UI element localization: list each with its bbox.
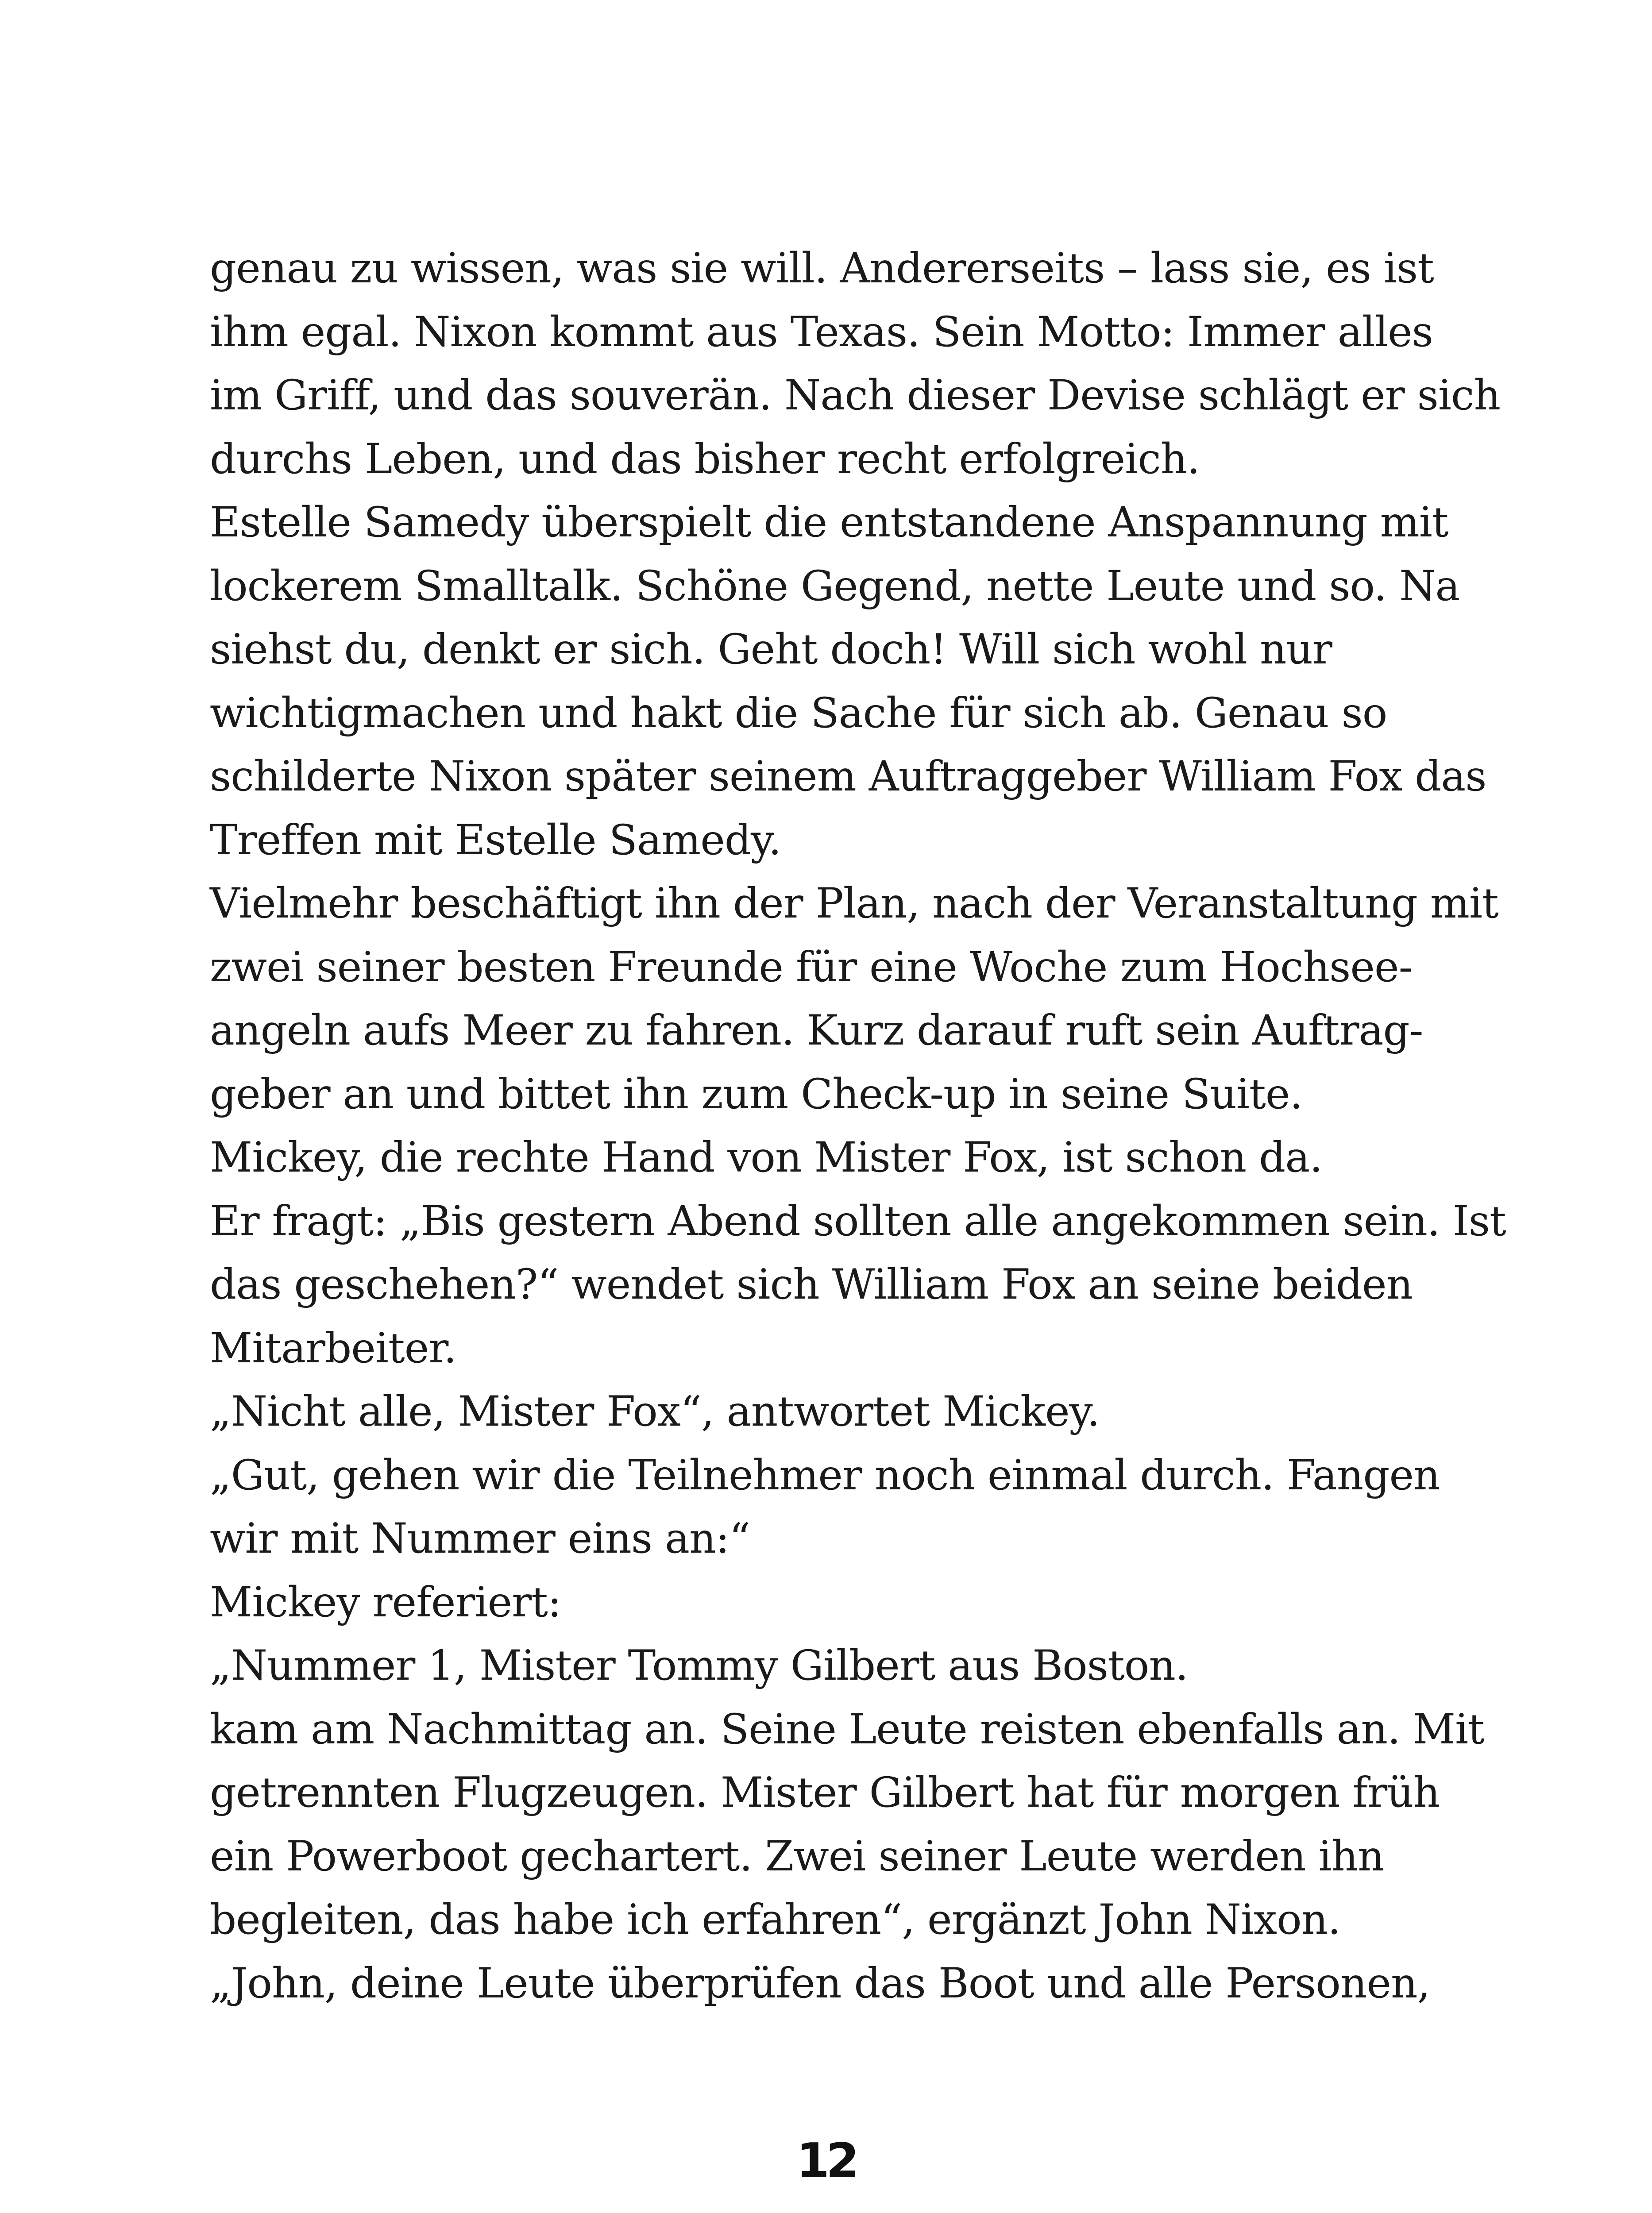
page-number: 12 [796, 2133, 856, 2189]
text-line: ihm egal. Nixon kommt aus Texas. Sein Motto: Immer alles [210, 308, 1433, 356]
text-line: „John, deine Leute überprüfen das Boot und alle Personen, [210, 1959, 1430, 2008]
text-line: Mitarbeiter. [210, 1324, 456, 1373]
text-line: durchs Leben, und das bisher recht erfolgreich. [210, 435, 1200, 483]
text-line: das geschehen?“ wendet sich William Fox an seine beiden [210, 1261, 1413, 1309]
text-line: ein Powerboot gechartert. Zwei seiner Leute werden ihn [210, 1832, 1384, 1881]
body-text [210, 237, 1538, 2015]
text-line: kam am Nachmittag an. Seine Leute reisten ebenfalls an. Mit [210, 1705, 1484, 1754]
text-line: „Gut, gehen wir die Teilnehmer noch einmal durch. Fangen [210, 1451, 1440, 1500]
text-line: Mickey referiert: [210, 1578, 561, 1627]
text-line: Mickey, die rechte Hand von Mister Fox, ist schon da. [210, 1133, 1323, 1182]
text-line: im Griff, und das souverän. Nach dieser Devise schlägt er sich [210, 371, 1501, 420]
text-line: Estelle Samedy überspielt die entstandene Anspannung mit [210, 498, 1448, 547]
text-line: begleiten, das habe ich erfahren“, ergänzt John Nixon. [210, 1896, 1341, 1944]
text-line: schilderte Nixon später seinem Auftraggeber William Fox das [210, 752, 1486, 801]
text-line: lockerem Smalltalk. Schöne Gegend, nette Leute und so. Na [210, 562, 1460, 610]
text-line: Vielmehr beschäftigt ihn der Plan, nach der Veranstaltung mit [210, 879, 1498, 928]
text-line: siehst du, denkt er sich. Geht doch! Will sich wohl nur [210, 625, 1332, 674]
text-line: „Nummer 1, Mister Tommy Gilbert aus Boston. [210, 1642, 1188, 1690]
text-line: genau zu wissen, was sie will. Andererseits – lass sie, es ist [210, 244, 1434, 293]
text-line: wir mit Nummer eins an:“ [210, 1515, 750, 1563]
text-line: geber an und bittet ihn zum Check-up in seine Suite. [210, 1070, 1303, 1118]
text-line: Treffen mit Estelle Samedy. [210, 816, 781, 864]
text-line: Er fragt: „Bis gestern Abend sollten alle angekommen sein. Ist [210, 1197, 1506, 1245]
text-line: zwei seiner besten Freunde für eine Woche zum Hochsee- [210, 943, 1413, 991]
text-line: wichtigmachen und hakt die Sache für sich ab. Genau so [210, 689, 1387, 737]
text-line: getrennten Flugzeugen. Mister Gilbert hat für morgen früh [210, 1769, 1440, 1817]
text-line: „Nicht alle, Mister Fox“, antwortet Mickey. [210, 1388, 1100, 1436]
text-line: angeln aufs Meer zu fahren. Kurz darauf ruft sein Auftrag- [210, 1006, 1423, 1055]
